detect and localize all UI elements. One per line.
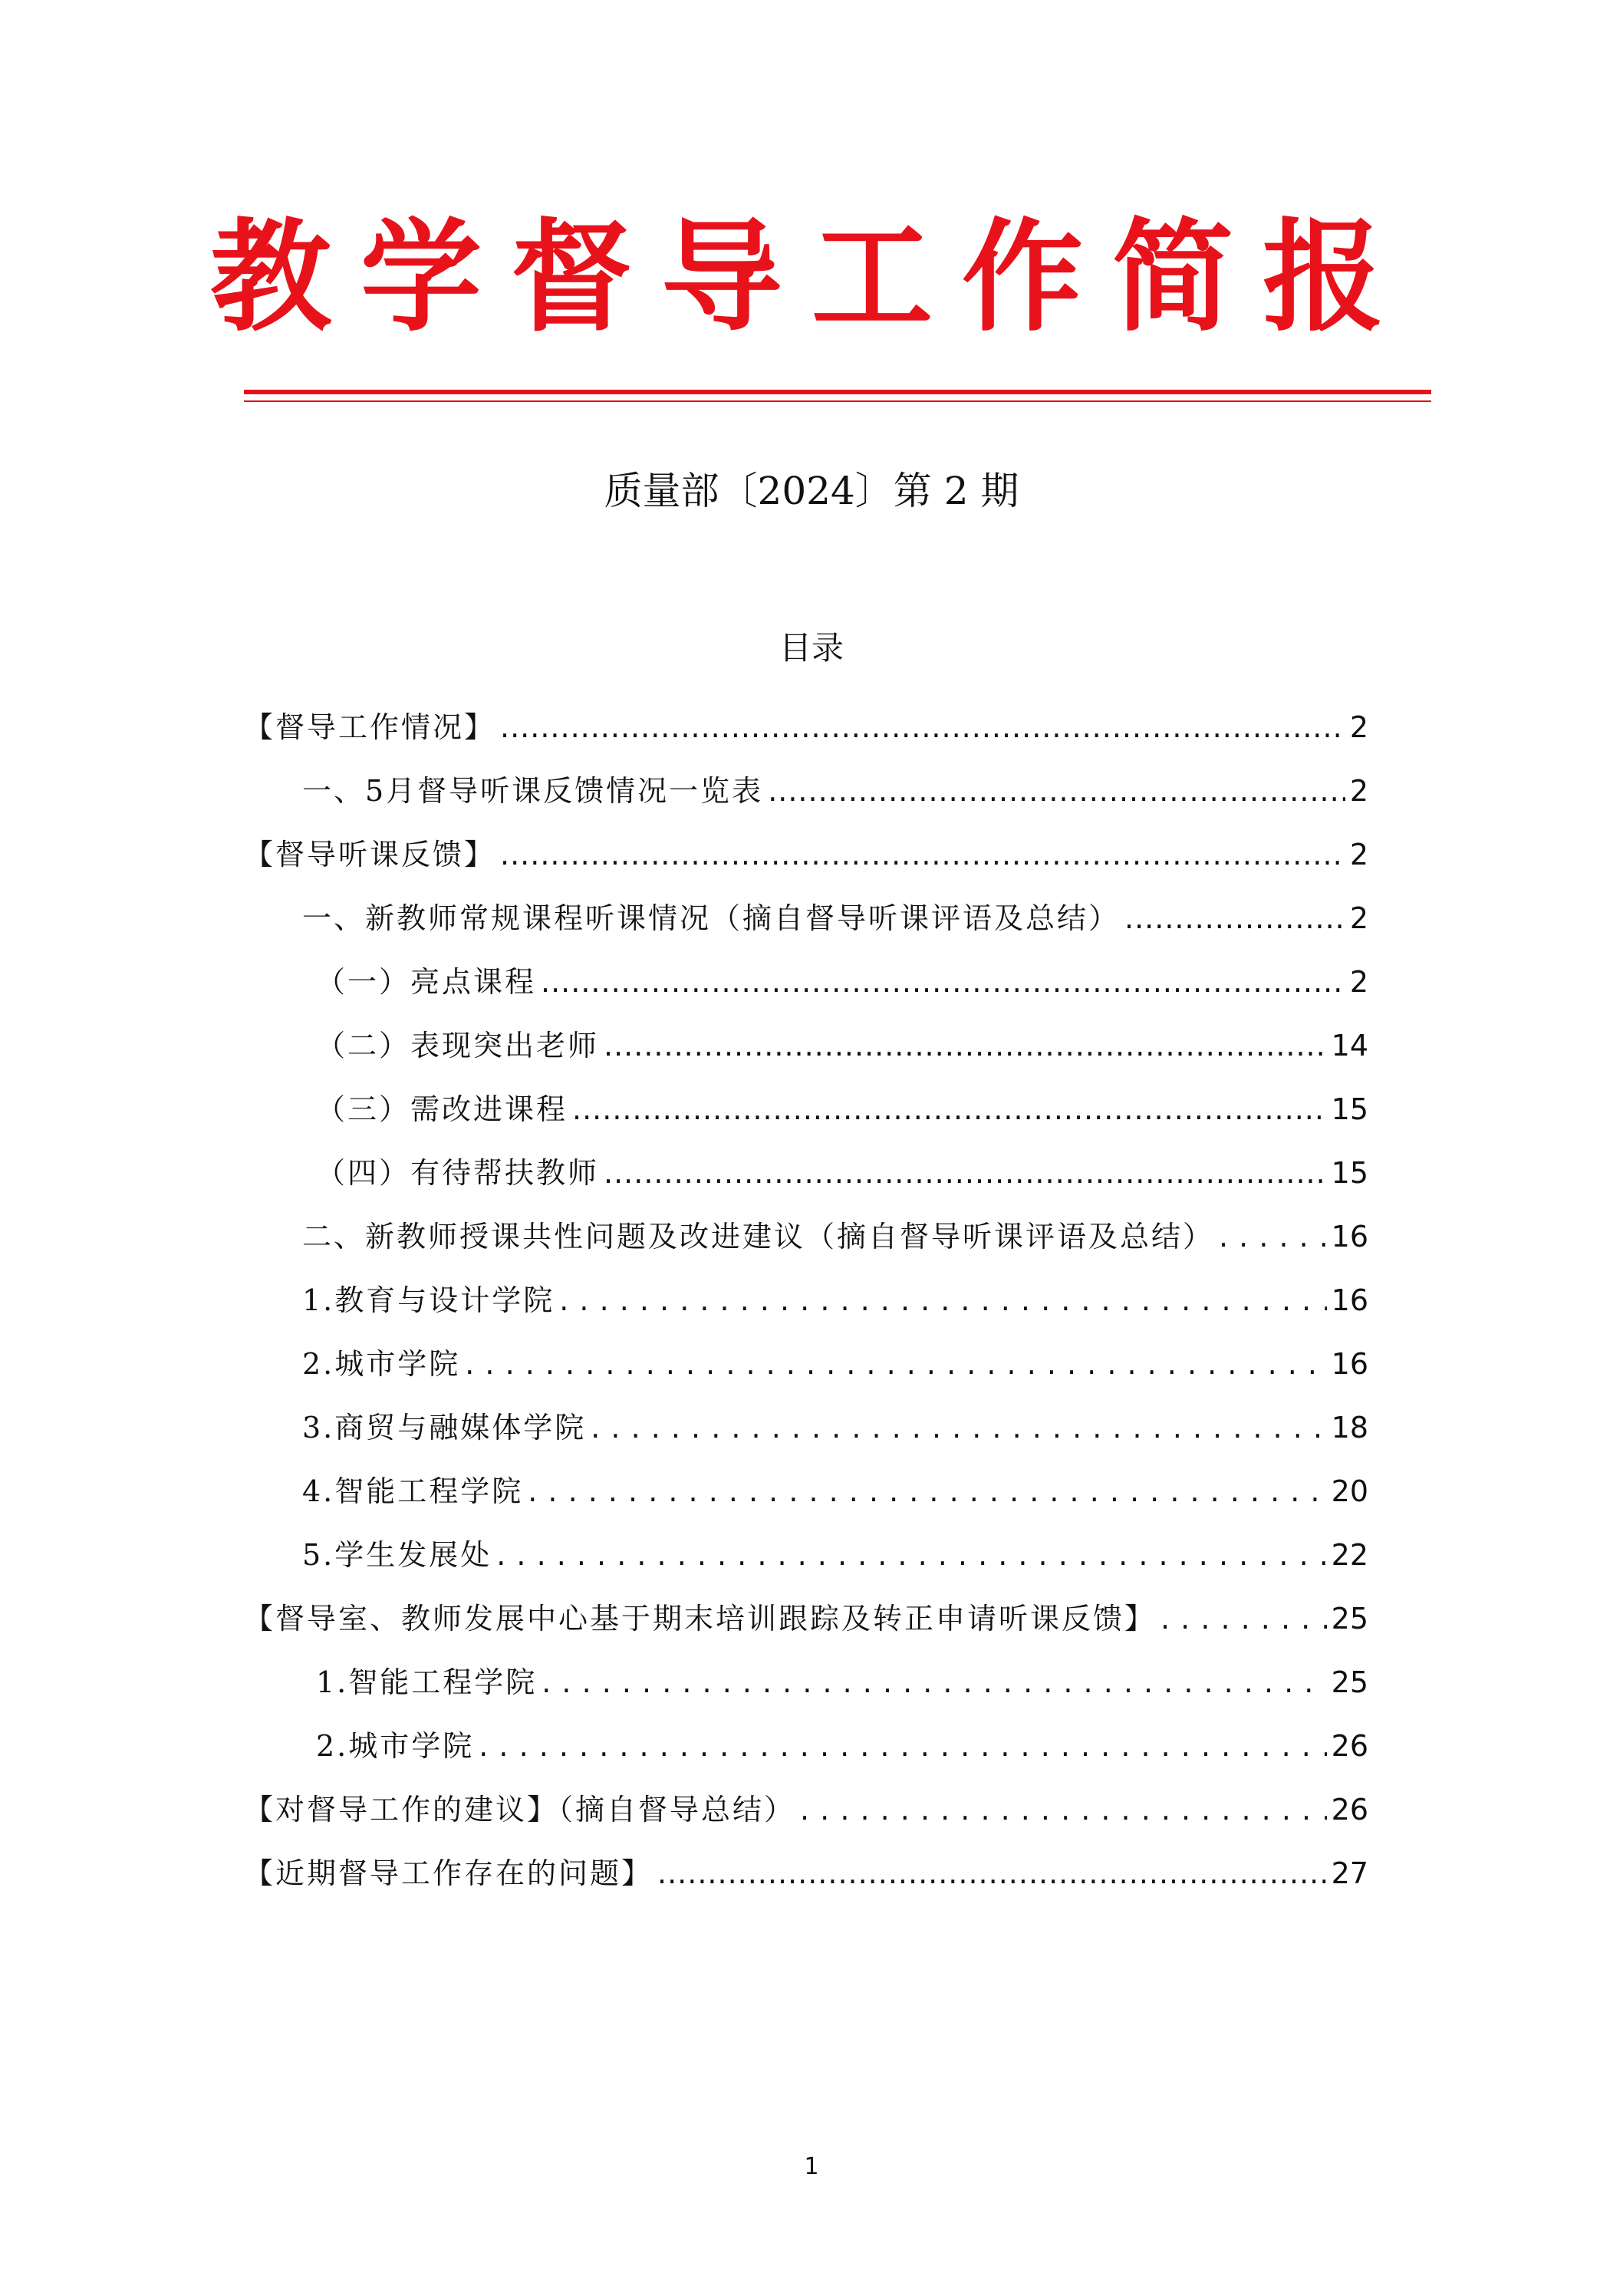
toc-entry[interactable]: [244, 878, 1368, 941]
toc-entry[interactable]: [244, 1132, 1368, 1196]
toc-leader: [768, 768, 1345, 814]
toc-entry-page: 16: [1331, 1283, 1368, 1317]
toc-entry-page: 2: [1349, 965, 1368, 999]
toc-entry-label: （一）亮点课程: [316, 965, 537, 999]
toc-leader: [572, 1086, 1327, 1132]
toc-entry-page: 15: [1331, 1156, 1368, 1190]
toc-entry-page: 2: [1349, 774, 1368, 808]
toc-entry[interactable]: [244, 1705, 1368, 1769]
toc-leader: [528, 1468, 1326, 1514]
issue-number: 质量部〔2024〕第 2 期: [604, 469, 1019, 513]
toc-leader: [1160, 1596, 1327, 1642]
toc-entry[interactable]: [244, 1769, 1368, 1833]
toc-entry[interactable]: [244, 1578, 1368, 1642]
toc-entry-page: 16: [1331, 1347, 1368, 1381]
toc-entry-label: （二）表现突出老师: [316, 1029, 600, 1062]
toc-leader: [604, 1023, 1327, 1069]
toc-entry-label: （四）有待帮扶教师: [316, 1156, 600, 1190]
toc-entry[interactable]: [244, 1387, 1368, 1451]
toc-entry[interactable]: [244, 687, 1368, 750]
toc-entry[interactable]: [244, 1260, 1368, 1323]
toc-entry-label: 5.学生发展处: [302, 1538, 492, 1572]
toc-entry-label: 一、新教师常规课程听课情况（摘自督导听课评语及总结）: [302, 901, 1121, 935]
toc-entry-label: 3.商贸与融媒体学院: [302, 1411, 587, 1444]
toc-entry-label: 二、新教师授课共性问题及改进建议（摘自督导听课评语及总结）: [302, 1220, 1215, 1253]
toc-entry-label: 2.城市学院: [302, 1347, 461, 1381]
table-of-contents: [244, 687, 1368, 1896]
toc-entry-label: 【对督导工作的建议】（摘自督导总结）: [244, 1793, 796, 1827]
toc-entry-page: 25: [1331, 1602, 1368, 1636]
toc-leader: [500, 832, 1345, 878]
toc-entry-label: 一、5月督导听课反馈情况一览表: [302, 774, 764, 808]
toc-entry-label: 2.城市学院: [316, 1729, 475, 1763]
toc-leader: [591, 1405, 1326, 1451]
toc-leader: [541, 959, 1345, 1005]
toc-entry-page: 25: [1331, 1665, 1368, 1699]
toc-entry-label: （三）需改进课程: [316, 1092, 568, 1126]
toc-entry-label: 【督导室、教师发展中心基于期末培训跟踪及转正申请听课反馈】: [244, 1602, 1157, 1636]
toc-entry-label: 1.教育与设计学院: [302, 1283, 555, 1317]
toc-entry-label: 【督导听课反馈】: [244, 838, 496, 871]
toc-leader: [1219, 1214, 1327, 1260]
toc-leader: [604, 1150, 1327, 1196]
toc-entry[interactable]: [244, 750, 1368, 814]
toc-leader: [542, 1659, 1326, 1705]
toc-entry[interactable]: [244, 1069, 1368, 1132]
toc-entry[interactable]: [244, 1005, 1368, 1069]
toc-entry-page: 26: [1331, 1729, 1368, 1763]
toc-entry-page: 2: [1349, 710, 1368, 744]
title-divider-thin: [244, 400, 1431, 402]
page-number: 1: [804, 2153, 819, 2180]
toc-entry-page: 20: [1331, 1474, 1368, 1508]
toc-entry[interactable]: [244, 1196, 1368, 1260]
toc-leader: [500, 704, 1345, 750]
document-title: 教学督导工作简报: [210, 207, 1413, 348]
toc-entry-label: 4.智能工程学院: [302, 1474, 524, 1508]
toc-entry-label: 【督导工作情况】: [244, 710, 496, 744]
toc-leader: [465, 1341, 1326, 1387]
toc-entry-label: 1.智能工程学院: [316, 1665, 538, 1699]
toc-entry-page: 26: [1331, 1793, 1368, 1827]
toc-entry-page: 18: [1331, 1411, 1368, 1444]
title-divider-thick: [244, 390, 1431, 394]
toc-entry-page: 16: [1331, 1220, 1368, 1253]
toc-leader: [657, 1850, 1327, 1896]
toc-entry[interactable]: [244, 814, 1368, 878]
toc-entry[interactable]: [244, 1323, 1368, 1387]
toc-leader: [479, 1723, 1326, 1769]
toc-entry-page: 15: [1331, 1092, 1368, 1126]
toc-leader: [1124, 895, 1345, 941]
toc-entry-page: 14: [1331, 1029, 1368, 1062]
toc-entry-label: 【近期督导工作存在的问题】: [244, 1856, 653, 1890]
toc-leader: [496, 1532, 1326, 1578]
toc-heading: 目录: [779, 629, 844, 667]
toc-entry[interactable]: [244, 1451, 1368, 1514]
toc-entry-page: 22: [1331, 1538, 1368, 1572]
toc-entry[interactable]: [244, 941, 1368, 1005]
toc-entry-page: 2: [1349, 838, 1368, 871]
toc-entry[interactable]: [244, 1833, 1368, 1896]
toc-leader: [559, 1277, 1326, 1323]
toc-entry[interactable]: [244, 1642, 1368, 1705]
toc-entry-page: 2: [1349, 901, 1368, 935]
toc-entry[interactable]: [244, 1514, 1368, 1578]
toc-entry-page: 27: [1331, 1856, 1368, 1890]
toc-leader: [800, 1787, 1327, 1833]
